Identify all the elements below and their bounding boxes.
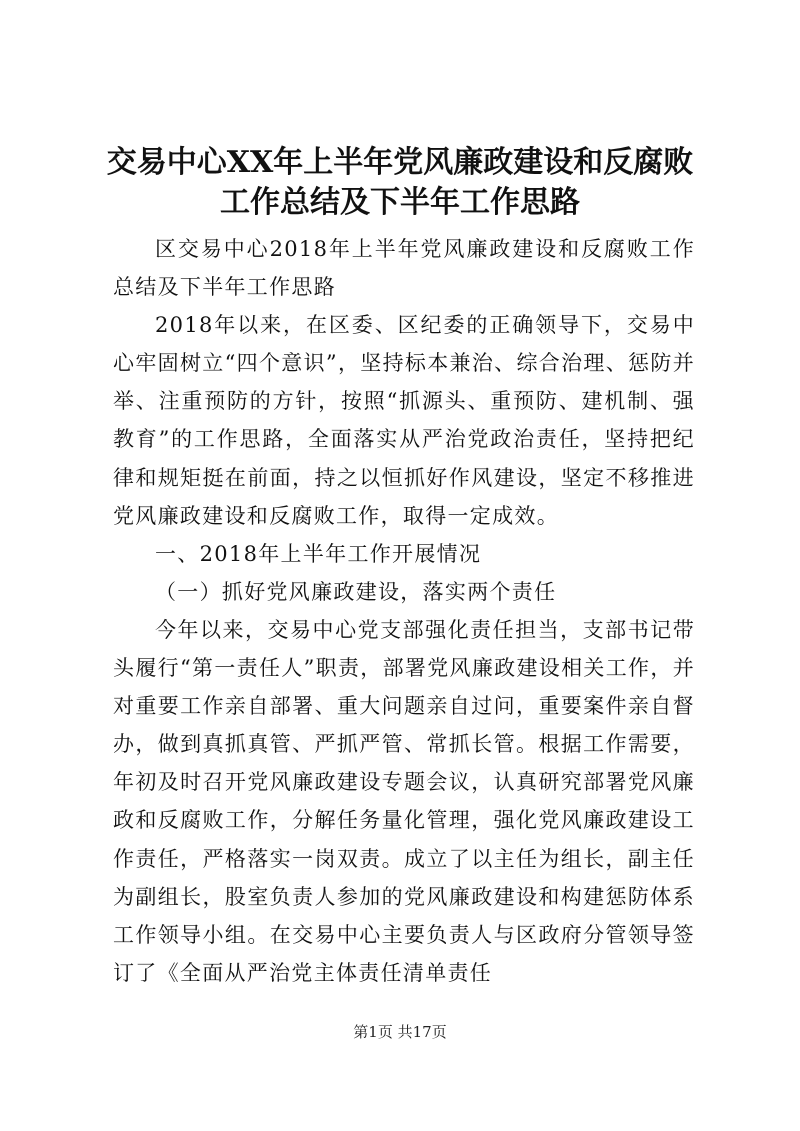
document-body bbox=[113, 230, 695, 992]
paragraph-intro: 2018年以来，在区委、区纪委的正确领导下，交易中心牢固树立“四个意识”，坚持标本兼治、综合治理、惩防并举、注重预防的方针，按照“抓源头、重预防、建机制、强教育”的工作思路，全面落实从严治党政治责任，坚持把纪律和规矩挺在前面，持之以恒抓好作风建设，坚定不移推进党风廉政建设和反腐败工作，取得一定成效。 bbox=[113, 313, 695, 528]
paragraph-subtitle: 区交易中心2018年上半年党风廉政建设和反腐败工作总结及下半年工作思路 bbox=[113, 237, 695, 300]
section-heading: 一、2018年上半年工作开展情况 bbox=[155, 541, 482, 566]
page-footer bbox=[0, 1022, 800, 1042]
paragraph-body: 今年以来，交易中心党支部强化责任担当，支部书记带头履行“第一责任人”职责，部署党风廉政建设相关工作，并对重要工作亲自部署、重大问题亲自过问，重要案件亲自督办，做到真抓真管、严抓严管、常抓长管。根据工作需要，年初及时召开党风廉政建设专题会议，认真研究部署党风廉政和反腐败工作，分解任务量化管理，强化党风廉政建设工作责任，严格落实一岗双责。成立了以主任为组长，副主任为副组长，股室负责人参加的党风廉政建设和构建惩防体系工作领导小组。在交易中心主要负责人与区政府分管领导签订了《全面从严治党主体责任清单责任 bbox=[113, 617, 695, 985]
page-number-label: 第1页 共17页 bbox=[353, 1023, 447, 1041]
document-title-line-1: 交易中心XX年上半年党风廉政建设和反腐败 bbox=[106, 145, 694, 180]
document-title-line-2: 工作总结及下半年工作思路 bbox=[220, 185, 580, 220]
subsection-heading: （一）抓好党风廉政建设，落实两个责任 bbox=[155, 579, 557, 604]
